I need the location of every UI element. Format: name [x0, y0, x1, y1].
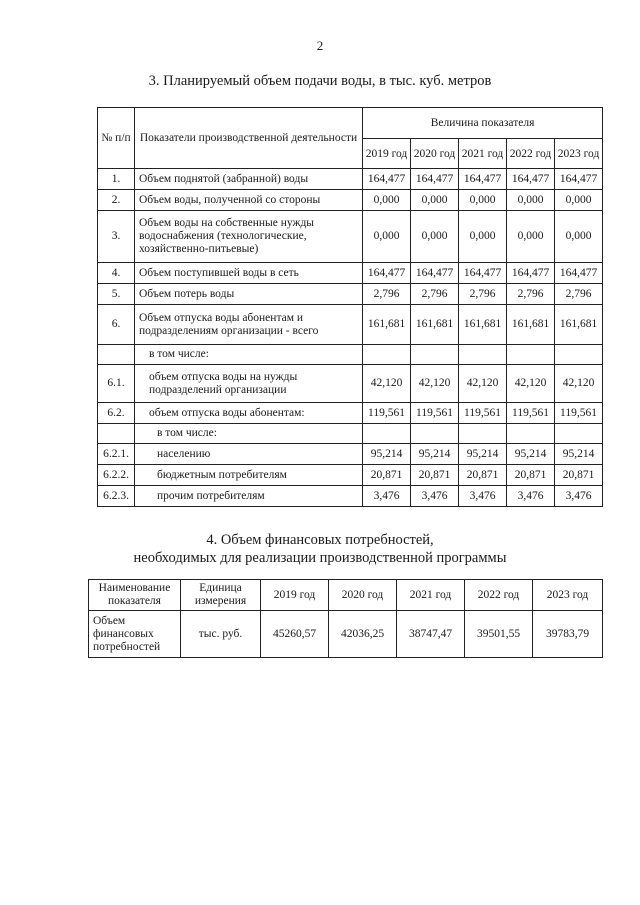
row-value: 161,681: [363, 305, 411, 345]
row-value: 20,871: [507, 465, 555, 486]
header-year: 2019 год: [261, 580, 329, 611]
row-name: Объем поднятой (забранной) воды: [135, 169, 363, 190]
table-row: [98, 345, 603, 365]
header-year: 2019 год: [363, 139, 411, 169]
row-value: 119,561: [411, 403, 459, 424]
row-name: прочим потребителям: [135, 486, 363, 507]
row-value: 161,681: [459, 305, 507, 345]
row-name: бюджетным потребителям: [135, 465, 363, 486]
row-value: 2,796: [459, 284, 507, 305]
row-value: [555, 424, 603, 444]
water-supply-table: [97, 107, 603, 507]
row-value: 95,214: [507, 444, 555, 465]
row-num: 5.: [98, 284, 135, 305]
row-value: 119,561: [363, 403, 411, 424]
row-value: 95,214: [411, 444, 459, 465]
row-value: 3,476: [555, 486, 603, 507]
row-value: 42,120: [555, 365, 603, 403]
table-row: [98, 169, 603, 190]
row-value: 42,120: [363, 365, 411, 403]
row-value: 20,871: [363, 465, 411, 486]
table-row: [98, 424, 603, 444]
row-value: 0,000: [411, 190, 459, 211]
header-indicator: Показатели производственной деятельности: [135, 108, 363, 169]
row-value: 0,000: [411, 211, 459, 263]
row-name: Объем воды на собственные нужды водоснабжения (технологические, хозяйственно-питьевые): [135, 211, 363, 263]
header-value-group: Величина показателя: [363, 108, 603, 139]
section-4-title-line-1: 4. Объем финансовых потребностей,: [206, 532, 434, 548]
row-value: 2,796: [411, 284, 459, 305]
row-name: населению: [135, 444, 363, 465]
row-value: 164,477: [507, 169, 555, 190]
row-value: 3,476: [363, 486, 411, 507]
row-value: 3,476: [507, 486, 555, 507]
row-value: 0,000: [363, 190, 411, 211]
header-num: № п/п: [98, 108, 135, 169]
row-num: 6.2.3.: [98, 486, 135, 507]
section-3-title: 3. Планируемый объем подачи воды, в тыс. куб. метров: [148, 73, 492, 89]
row-value: 0,000: [507, 190, 555, 211]
header-year: 2021 год: [397, 580, 465, 611]
row-value: 39783,79: [533, 611, 603, 658]
row-value: 119,561: [507, 403, 555, 424]
row-name: Объем отпуска воды абонентам и подразделениям организации - всего: [135, 305, 363, 345]
table-row: [98, 284, 603, 305]
row-value: 95,214: [555, 444, 603, 465]
row-num: 6.1.: [98, 365, 135, 403]
row-value: 2,796: [507, 284, 555, 305]
row-value: 164,477: [411, 263, 459, 284]
row-value: 2,796: [555, 284, 603, 305]
table-row: [98, 403, 603, 424]
row-value: 0,000: [507, 211, 555, 263]
row-num: 1.: [98, 169, 135, 190]
row-value: [459, 345, 507, 365]
row-value: 164,477: [411, 169, 459, 190]
table-row: [98, 365, 603, 403]
row-value: 164,477: [459, 169, 507, 190]
table-row: [98, 305, 603, 345]
row-value: 42,120: [507, 365, 555, 403]
row-value: 164,477: [555, 263, 603, 284]
row-value: [363, 424, 411, 444]
header-year: 2023 год: [555, 139, 603, 169]
row-value: 42,120: [411, 365, 459, 403]
row-value: 2,796: [363, 284, 411, 305]
row-value: 3,476: [411, 486, 459, 507]
row-value: 42,120: [459, 365, 507, 403]
table-row: [98, 263, 603, 284]
row-name: Объем поступившей воды в сеть: [135, 263, 363, 284]
row-value: [411, 424, 459, 444]
header-year: 2023 год: [533, 580, 603, 611]
row-num: 3.: [98, 211, 135, 263]
header-year: 2022 год: [465, 580, 533, 611]
row-name: Объем потерь воды: [135, 284, 363, 305]
table-row: [89, 611, 603, 658]
row-name: объем отпуска воды абонентам:: [135, 403, 363, 424]
header-name: Наименование показателя: [89, 580, 181, 611]
row-value: 42036,25: [329, 611, 397, 658]
financial-needs-table: [88, 579, 603, 658]
row-value: 164,477: [363, 169, 411, 190]
row-value: 20,871: [411, 465, 459, 486]
section-4-title-line-2: необходимых для реализации производственной программы: [133, 550, 507, 566]
row-num: 6.2.2.: [98, 465, 135, 486]
row-value: 119,561: [459, 403, 507, 424]
page-number: 2: [316, 38, 324, 53]
row-num: 6.: [98, 305, 135, 345]
table-row: [98, 211, 603, 263]
row-value: 161,681: [507, 305, 555, 345]
row-unit: тыс. руб.: [181, 611, 261, 658]
row-name: Объем финансовых потребностей: [89, 611, 181, 658]
row-name: в том числе:: [135, 424, 363, 444]
row-value: [411, 345, 459, 365]
header-year: 2022 год: [507, 139, 555, 169]
row-value: 0,000: [459, 190, 507, 211]
row-num: 4.: [98, 263, 135, 284]
row-value: 20,871: [459, 465, 507, 486]
header-year: 2020 год: [411, 139, 459, 169]
row-value: [507, 424, 555, 444]
row-value: 164,477: [363, 263, 411, 284]
section-4-title: [0, 531, 640, 567]
row-value: 20,871: [555, 465, 603, 486]
row-value: 0,000: [555, 211, 603, 263]
row-value: 0,000: [363, 211, 411, 263]
header-unit: Единица измерения: [181, 580, 261, 611]
row-num: 2.: [98, 190, 135, 211]
row-num: 6.2.1.: [98, 444, 135, 465]
row-value: 95,214: [459, 444, 507, 465]
table-row: [98, 190, 603, 211]
row-value: 0,000: [555, 190, 603, 211]
row-name: Объем воды, полученной со стороны: [135, 190, 363, 211]
row-name: в том числе:: [135, 345, 363, 365]
row-value: 38747,47: [397, 611, 465, 658]
row-num: 6.2.: [98, 403, 135, 424]
row-value: 161,681: [411, 305, 459, 345]
row-value: 0,000: [459, 211, 507, 263]
header-year: 2021 год: [459, 139, 507, 169]
row-value: 164,477: [459, 263, 507, 284]
row-value: 95,214: [363, 444, 411, 465]
row-value: 164,477: [507, 263, 555, 284]
row-value: [459, 424, 507, 444]
row-name: объем отпуска воды на нужды подразделений организации: [135, 365, 363, 403]
row-value: [363, 345, 411, 365]
row-value: 3,476: [459, 486, 507, 507]
table-row: [98, 444, 603, 465]
row-value: 164,477: [555, 169, 603, 190]
row-num: [98, 345, 135, 365]
row-value: 161,681: [555, 305, 603, 345]
row-value: 119,561: [555, 403, 603, 424]
header-year: 2020 год: [329, 580, 397, 611]
row-value: [507, 345, 555, 365]
row-num: [98, 424, 135, 444]
row-value: [555, 345, 603, 365]
row-value: 45260,57: [261, 611, 329, 658]
row-value: 39501,55: [465, 611, 533, 658]
table-row: [98, 486, 603, 507]
table-row: [98, 465, 603, 486]
